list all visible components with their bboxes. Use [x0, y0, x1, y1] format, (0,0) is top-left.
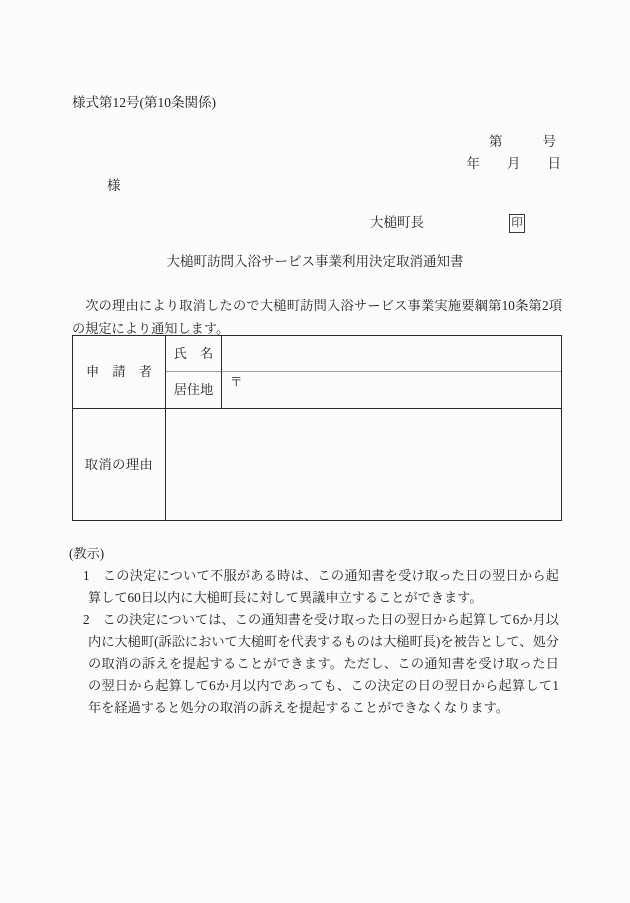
- doc-number-prefix: 第: [489, 134, 503, 149]
- address-value-cell: [222, 372, 561, 409]
- note-item-1: [83, 565, 559, 609]
- seal-mark: [509, 214, 525, 233]
- address-label-cell: 居住地: [166, 372, 222, 409]
- postal-mark: 〒: [230, 375, 243, 389]
- sender-line: [370, 215, 523, 230]
- note-1-number: 1: [83, 568, 90, 583]
- body-paragraph: 次の理由により取消したので大槌町訪問入浴サービス事業実施要綱第10条第2項の規定により通知します。: [72, 298, 562, 336]
- note-2-number: 2: [83, 612, 90, 627]
- name-value-cell: [222, 336, 561, 372]
- doc-number-line: [489, 135, 556, 149]
- reason-label-cell: 取消の理由: [73, 409, 166, 520]
- note-2-text: この決定については、この通知書を受け取った日の翌日から起算して6か月以内に大槌町(訴訟において大槌町を代表するものは大槌町長)を被告として、処分の取消の訴えを提起することができます。ただし、この通知書を受け取った日の翌日から起算して6か月以内であっても、この決定の日の翌日から起算して1年を経過すると処分の取消の訴えを提起することができなくなります。: [88, 612, 559, 715]
- notes-heading: (教示): [69, 546, 105, 561]
- date-day-label: 日: [547, 156, 561, 171]
- kyoji-notes: [69, 543, 562, 719]
- date-year-label: 年: [466, 156, 480, 171]
- reason-value-cell: [166, 409, 561, 520]
- name-label-cell: 氏 名: [166, 336, 222, 372]
- date-month-label: 月: [507, 156, 521, 171]
- seal-character: 印: [511, 216, 523, 229]
- doc-number-suffix: 号: [542, 134, 556, 149]
- applicant-label-cell: 申 請 者: [73, 336, 166, 409]
- form-number: 様式第12号(第10条関係): [72, 95, 216, 110]
- date-line: [467, 157, 562, 171]
- document-title: 大槌町訪問入浴サービス事業利用決定取消通知書: [166, 254, 464, 269]
- addressee-honorific: 様: [107, 178, 121, 193]
- note-1-text: この決定について不服がある時は、この通知書を受け取った日の翌日から起算して60日以内に大槌町長に対して異議申立することができます。: [88, 568, 559, 605]
- applicant-table: [72, 335, 562, 521]
- sender-title: 大槌町長: [370, 215, 424, 230]
- note-item-2: [83, 609, 559, 719]
